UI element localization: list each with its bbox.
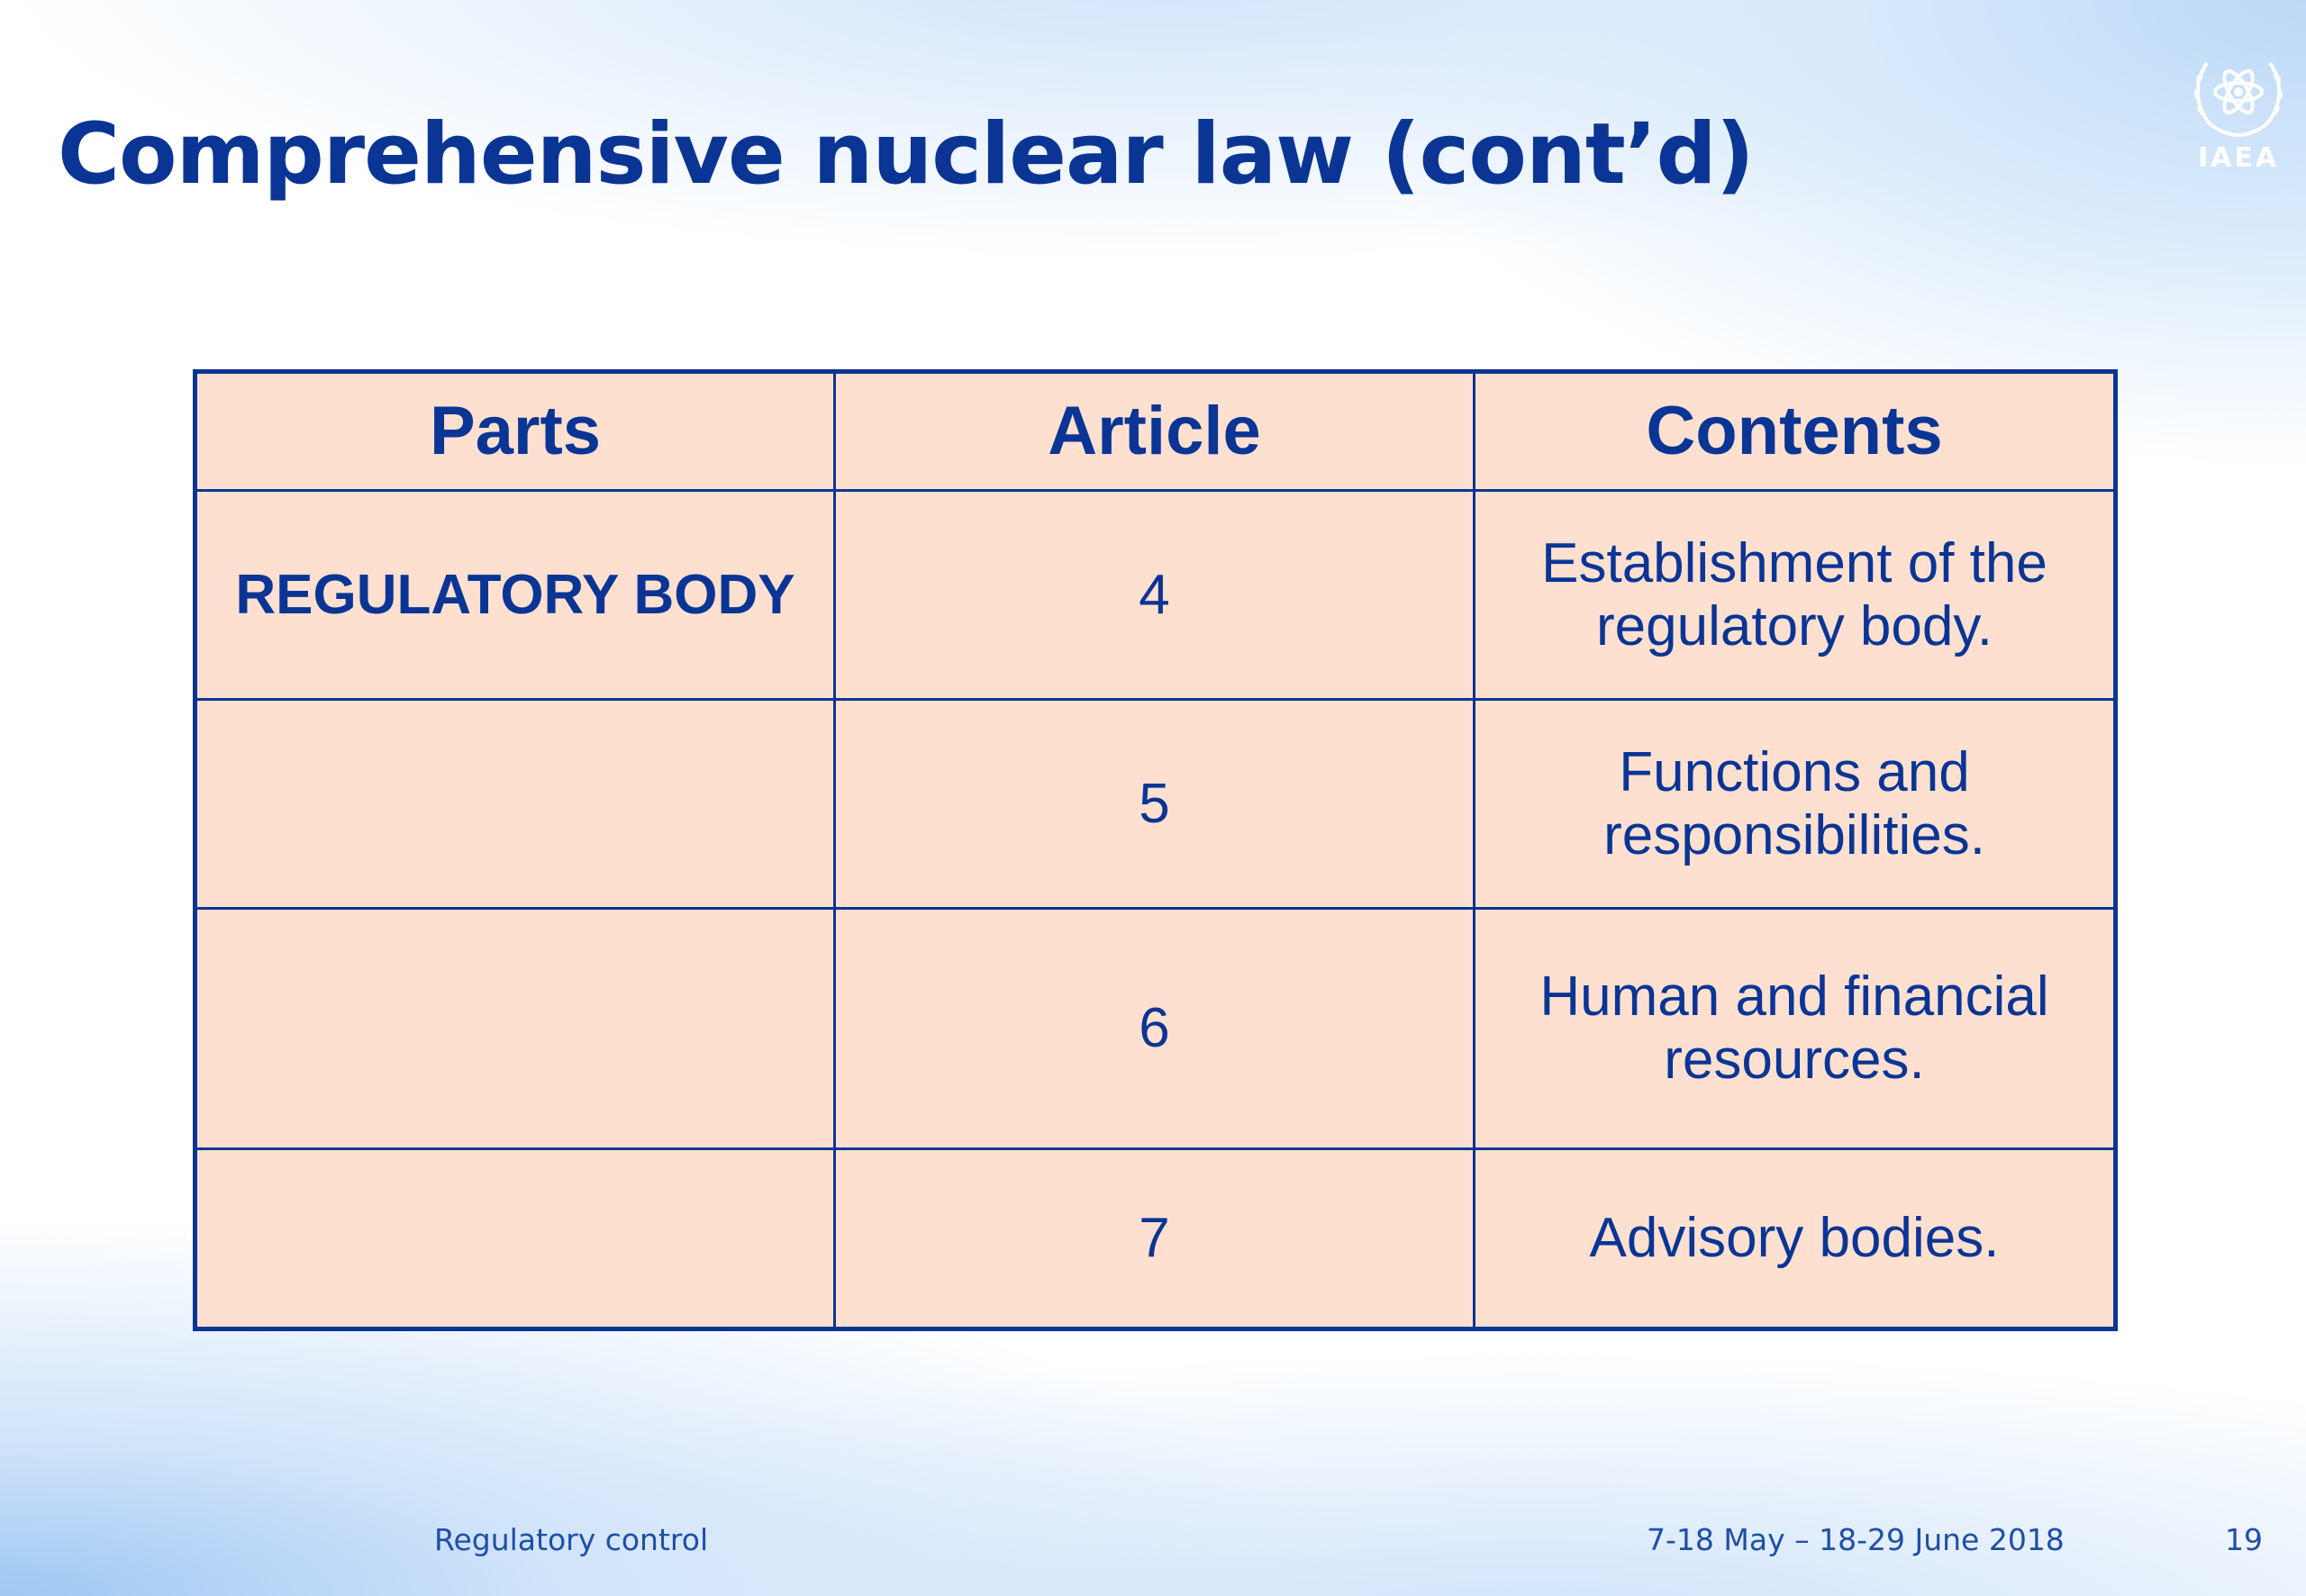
iaea-logo: [2180, 50, 2297, 186]
table-row: [195, 700, 2116, 909]
contents-line: regulatory body.: [1596, 594, 1993, 657]
slide-title: Comprehensive nuclear law (cont’d): [58, 105, 1754, 204]
table-row: [195, 1149, 2116, 1329]
cell-part: [195, 700, 835, 909]
contents-line: Functions and: [1619, 740, 1970, 803]
cell-part: REGULATORY BODY: [195, 491, 835, 700]
law-structure-table: [193, 369, 2118, 1331]
page-number: 19: [2225, 1522, 2263, 1557]
cell-article: 6: [835, 909, 1475, 1149]
contents-line: Human and financial: [1539, 966, 2049, 1028]
cell-article: 7: [835, 1149, 1475, 1329]
cell-contents: [1475, 909, 2116, 1149]
logo-text: IAEA: [2197, 142, 2280, 174]
header-article: Article: [835, 372, 1475, 491]
header-parts: Parts: [195, 372, 835, 491]
cell-contents: [1475, 700, 2116, 909]
contents-line: Advisory bodies.: [1589, 1207, 2000, 1269]
contents-line: responsibilities.: [1603, 803, 1985, 866]
contents-line: Establishment of the: [1541, 531, 2047, 594]
cell-part: [195, 909, 835, 1149]
iaea-laurel-atom-icon: [2189, 50, 2288, 139]
header-contents: Contents: [1475, 372, 2116, 491]
cell-article: 4: [835, 491, 1475, 700]
table-row: [195, 491, 2116, 700]
footer-topic: Regulatory control: [434, 1522, 709, 1557]
table-header-row: [195, 372, 2116, 491]
cell-article: 5: [835, 700, 1475, 909]
footer-dates: 7-18 May – 18-29 June 2018: [1647, 1522, 2065, 1557]
table-row: [195, 909, 2116, 1149]
cell-contents: [1475, 1149, 2116, 1329]
cell-contents: [1475, 491, 2116, 700]
cell-part: [195, 1149, 835, 1329]
contents-line: resources.: [1664, 1029, 1925, 1091]
